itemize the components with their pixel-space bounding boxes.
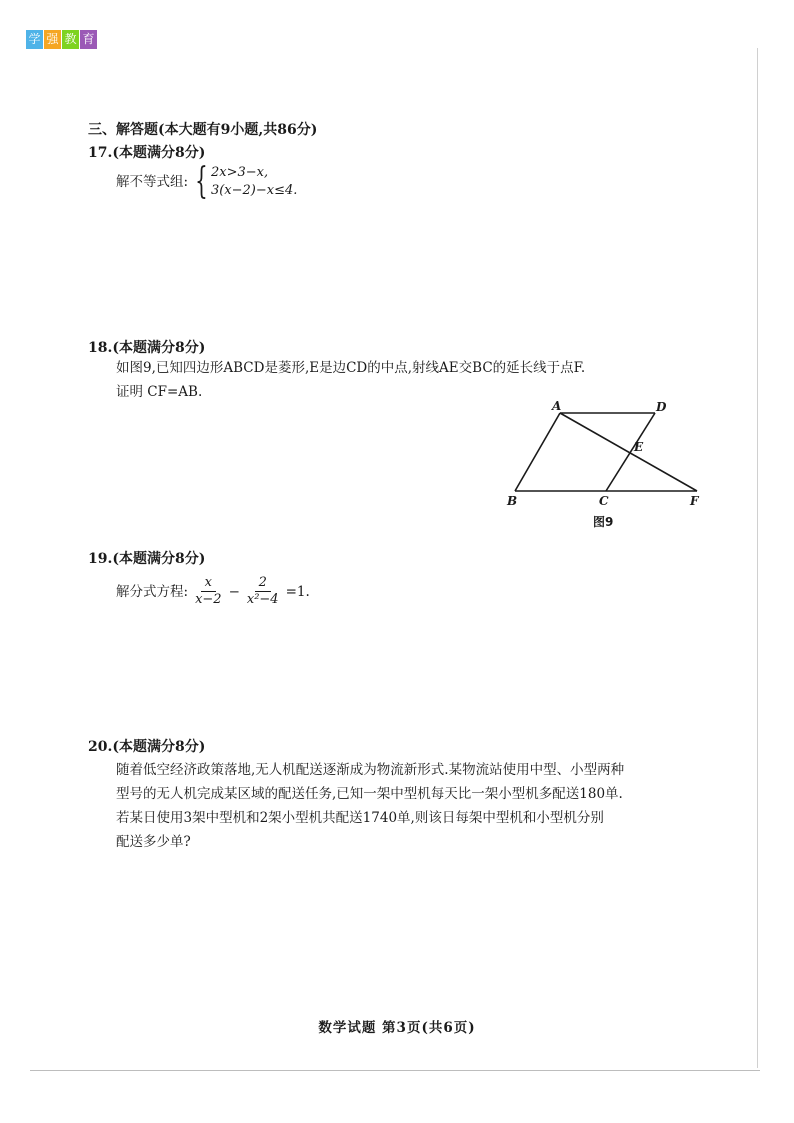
fraction-1 <box>191 575 226 608</box>
logo-char: 学 <box>26 30 43 49</box>
question-20-line-2: 型号的无人机完成某区域的配送任务,已知一架中型机每天比一架小型机多配送180单. <box>116 786 623 802</box>
fraction-2-denominator: x²−4 <box>246 592 279 607</box>
equation-rhs: =1. <box>285 583 310 600</box>
question-17-header: 17.(本题满分8分) <box>88 145 206 161</box>
inequality-line-1: 2x>3−x, <box>210 165 269 180</box>
question-19-header: 19.(本题满分8分) <box>88 551 206 567</box>
inequality-line-2: 3(x−2)−x≤4. <box>210 183 298 198</box>
question-18-line-1: 如图9,已知四边形ABCD是菱形,E是边CD的中点,射线AE交BC的延长线于点F. <box>116 360 586 376</box>
page-footer: 数学试题 第3页(共6页) <box>318 1020 476 1036</box>
figure-caption: 图9 <box>593 515 614 529</box>
label-c: C <box>599 494 609 508</box>
ray-ae <box>560 413 697 491</box>
logo-char: 育 <box>80 30 97 49</box>
question-20-line-3: 若某日使用3架中型机和2架小型机共配送1740单,则该日每架中型机和小型机分别 <box>116 810 604 826</box>
figure-9-rhombus <box>500 398 720 543</box>
question-20-header: 20.(本题满分8分) <box>88 739 206 755</box>
label-e: E <box>634 440 644 454</box>
question-17-body <box>116 161 298 202</box>
question-19-body <box>116 575 310 608</box>
question-20-body <box>116 758 716 854</box>
page-edge-right <box>757 48 758 1068</box>
fraction-2-numerator: 2 <box>255 575 271 592</box>
question-18-body <box>116 356 716 404</box>
question-18-line-2: 证明 CF=AB. <box>116 384 203 400</box>
label-b: B <box>507 494 518 508</box>
label-f: F <box>690 494 699 508</box>
question-17-prompt: 解不等式组: <box>116 174 189 190</box>
fraction-1-denominator: x−2 <box>195 592 222 607</box>
logo-char: 强 <box>44 30 61 49</box>
logo-char: 教 <box>62 30 79 49</box>
minus-sign: − <box>228 583 240 600</box>
brand-logo <box>26 30 97 49</box>
fraction-2 <box>243 575 283 608</box>
question-20-line-4: 配送多少单? <box>116 834 191 850</box>
question-18-header: 18.(本题满分8分) <box>88 340 206 356</box>
label-d: D <box>656 400 667 414</box>
question-20-line-1: 随着低空经济政策落地,无人机配送逐渐成为物流新形式.某物流站使用中型、小型两种 <box>116 762 625 778</box>
section-title: 三、解答题(本大题有9小题,共86分) <box>88 122 318 138</box>
segment-ab <box>515 413 560 491</box>
brace-icon: { <box>195 161 208 202</box>
page-edge-bottom <box>30 1070 760 1071</box>
question-19-prompt: 解分式方程: <box>116 583 189 600</box>
fraction-1-numerator: x <box>201 575 216 592</box>
segment-dc <box>606 413 655 491</box>
label-a: A <box>552 399 562 413</box>
inequality-system <box>190 161 298 202</box>
